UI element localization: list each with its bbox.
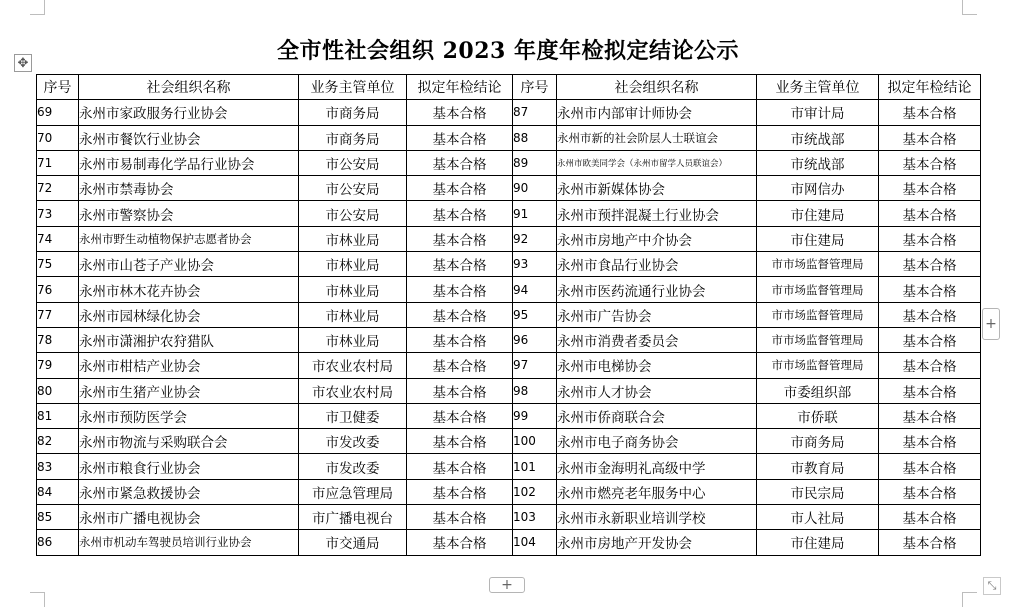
- table-row: [37, 454, 981, 479]
- row-right-no: 91: [513, 201, 557, 226]
- row-right-name: 永州市新媒体协会: [557, 176, 757, 201]
- row-right-name: 永州市食品行业协会: [557, 252, 757, 277]
- header-left-result: 拟定年检结论: [407, 75, 513, 100]
- table-row: [37, 176, 981, 201]
- row-right-name: 永州市燃亮老年服务中心: [557, 479, 757, 504]
- row-right-dept: 市住建局: [757, 226, 879, 251]
- row-left-dept: 市林业局: [299, 226, 407, 251]
- row-right-name: 永州市新的社会阶层人士联谊会: [557, 125, 757, 150]
- row-right-result: 基本合格: [879, 125, 981, 150]
- row-right-dept: 市市场监督管理局: [757, 353, 879, 378]
- table-row: [37, 252, 981, 277]
- row-left-no: 81: [37, 403, 79, 428]
- row-right-name: 永州市侨商联合会: [557, 403, 757, 428]
- row-right-name: 永州市内部审计师协会: [557, 100, 757, 125]
- row-left-dept: 市林业局: [299, 327, 407, 352]
- row-left-result: 基本合格: [407, 479, 513, 504]
- document-title: 全市性社会组织 2023 年度年检拟定结论公示: [276, 38, 740, 64]
- row-right-dept: 市统战部: [757, 150, 879, 175]
- crop-mark-top-right: [962, 0, 977, 15]
- row-right-name: 永州市广告协会: [557, 302, 757, 327]
- row-right-result: 基本合格: [879, 530, 981, 555]
- header-left-name: 社会组织名称: [79, 75, 299, 100]
- row-right-no: 97: [513, 353, 557, 378]
- row-left-dept: 市商务局: [299, 100, 407, 125]
- row-left-name: 永州市山苍子产业协会: [79, 252, 299, 277]
- table-row: [37, 327, 981, 352]
- table-body: [37, 100, 981, 555]
- add-row-button[interactable]: +: [489, 577, 525, 593]
- row-left-name: 永州市广播电视协会: [79, 505, 299, 530]
- row-right-result: 基本合格: [879, 479, 981, 504]
- row-right-dept: 市网信办: [757, 176, 879, 201]
- row-right-name: 永州市电子商务协会: [557, 429, 757, 454]
- add-column-button[interactable]: +: [982, 308, 1000, 340]
- row-left-result: 基本合格: [407, 530, 513, 555]
- header-right-dept: 业务主管单位: [757, 75, 879, 100]
- row-right-dept: 市民宗局: [757, 479, 879, 504]
- row-right-dept: 市人社局: [757, 505, 879, 530]
- row-right-name: 永州市人才协会: [557, 378, 757, 403]
- row-left-dept: 市卫健委: [299, 403, 407, 428]
- row-right-name: 永州市预拌混凝土行业协会: [557, 201, 757, 226]
- row-right-result: 基本合格: [879, 302, 981, 327]
- row-right-result: 基本合格: [879, 454, 981, 479]
- row-right-dept: 市住建局: [757, 201, 879, 226]
- row-right-result: 基本合格: [879, 353, 981, 378]
- row-right-no: 103: [513, 505, 557, 530]
- row-left-result: 基本合格: [407, 378, 513, 403]
- row-left-dept: 市农业农村局: [299, 353, 407, 378]
- row-left-dept: 市应急管理局: [299, 479, 407, 504]
- row-right-dept: 市市场监督管理局: [757, 277, 879, 302]
- row-right-name: 永州市房地产中介协会: [557, 226, 757, 251]
- row-left-no: 83: [37, 454, 79, 479]
- row-left-dept: 市农业农村局: [299, 378, 407, 403]
- row-right-dept: 市市场监督管理局: [757, 252, 879, 277]
- row-right-dept: 市教育局: [757, 454, 879, 479]
- row-left-result: 基本合格: [407, 429, 513, 454]
- row-left-result: 基本合格: [407, 100, 513, 125]
- row-left-name: 永州市林木花卉协会: [79, 277, 299, 302]
- row-right-name: 永州市消费者委员会: [557, 327, 757, 352]
- table-row: [37, 125, 981, 150]
- row-right-no: 96: [513, 327, 557, 352]
- row-left-result: 基本合格: [407, 277, 513, 302]
- row-right-result: 基本合格: [879, 100, 981, 125]
- row-right-result: 基本合格: [879, 201, 981, 226]
- row-right-no: 99: [513, 403, 557, 428]
- row-left-no: 79: [37, 353, 79, 378]
- row-right-dept: 市审计局: [757, 100, 879, 125]
- row-right-no: 100: [513, 429, 557, 454]
- row-right-no: 98: [513, 378, 557, 403]
- header-left-dept: 业务主管单位: [299, 75, 407, 100]
- row-left-result: 基本合格: [407, 353, 513, 378]
- row-right-result: 基本合格: [879, 403, 981, 428]
- table-row: [37, 201, 981, 226]
- row-right-dept: 市侨联: [757, 403, 879, 428]
- row-left-dept: 市林业局: [299, 277, 407, 302]
- row-right-name: 永州市房地产开发协会: [557, 530, 757, 555]
- crop-mark-bottom-left: [30, 592, 45, 607]
- row-left-result: 基本合格: [407, 302, 513, 327]
- row-left-name: 永州市野生动植物保护志愿者协会: [79, 226, 299, 251]
- table-row: [37, 277, 981, 302]
- row-left-name: 永州市警察协会: [79, 201, 299, 226]
- row-left-dept: 市发改委: [299, 429, 407, 454]
- row-right-no: 89: [513, 150, 557, 175]
- row-right-no: 88: [513, 125, 557, 150]
- row-right-no: 93: [513, 252, 557, 277]
- row-right-dept: 市市场监督管理局: [757, 327, 879, 352]
- row-left-result: 基本合格: [407, 125, 513, 150]
- row-right-result: 基本合格: [879, 252, 981, 277]
- row-right-name: 永州市金海明礼高级中学: [557, 454, 757, 479]
- row-right-no: 104: [513, 530, 557, 555]
- row-right-no: 95: [513, 302, 557, 327]
- row-left-no: 70: [37, 125, 79, 150]
- row-left-name: 永州市园林绿化协会: [79, 302, 299, 327]
- table-row: [37, 403, 981, 428]
- row-left-result: 基本合格: [407, 505, 513, 530]
- row-right-no: 92: [513, 226, 557, 251]
- row-left-result: 基本合格: [407, 226, 513, 251]
- row-left-name: 永州市易制毒化学品行业协会: [79, 150, 299, 175]
- row-left-name: 永州市禁毒协会: [79, 176, 299, 201]
- row-right-result: 基本合格: [879, 505, 981, 530]
- row-left-dept: 市广播电视台: [299, 505, 407, 530]
- row-left-no: 73: [37, 201, 79, 226]
- row-right-dept: 市住建局: [757, 530, 879, 555]
- row-left-dept: 市发改委: [299, 454, 407, 479]
- row-left-no: 82: [37, 429, 79, 454]
- table-resize-handle-icon[interactable]: ⤡: [983, 577, 1001, 595]
- table-move-handle-icon[interactable]: ✥: [14, 54, 32, 72]
- row-right-no: 101: [513, 454, 557, 479]
- row-left-no: 80: [37, 378, 79, 403]
- row-left-name: 永州市粮食行业协会: [79, 454, 299, 479]
- table-row: [37, 429, 981, 454]
- row-left-name: 永州市柑桔产业协会: [79, 353, 299, 378]
- row-right-dept: 市市场监督管理局: [757, 302, 879, 327]
- row-left-result: 基本合格: [407, 176, 513, 201]
- row-left-no: 71: [37, 150, 79, 175]
- row-right-result: 基本合格: [879, 327, 981, 352]
- header-right-result: 拟定年检结论: [879, 75, 981, 100]
- table-row: [37, 378, 981, 403]
- row-right-name: 永州市欧美同学会（永州市留学人员联谊会）: [557, 150, 757, 175]
- table-row: [37, 302, 981, 327]
- row-left-no: 78: [37, 327, 79, 352]
- row-right-no: 87: [513, 100, 557, 125]
- table-row: [37, 505, 981, 530]
- row-left-name: 永州市机动车驾驶员培训行业协会: [79, 530, 299, 555]
- row-left-no: 69: [37, 100, 79, 125]
- row-left-name: 永州市紧急救援协会: [79, 479, 299, 504]
- crop-mark-top-left: [30, 0, 45, 15]
- row-left-no: 76: [37, 277, 79, 302]
- row-right-name: 永州市永新职业培训学校: [557, 505, 757, 530]
- row-right-result: 基本合格: [879, 378, 981, 403]
- row-right-dept: 市商务局: [757, 429, 879, 454]
- table-row: [37, 353, 981, 378]
- header-left-no: 序号: [37, 75, 79, 100]
- row-left-name: 永州市物流与采购联合会: [79, 429, 299, 454]
- row-left-result: 基本合格: [407, 252, 513, 277]
- row-left-result: 基本合格: [407, 454, 513, 479]
- table-row: [37, 479, 981, 504]
- row-left-result: 基本合格: [407, 327, 513, 352]
- row-left-name: 永州市潇湘护农狩猎队: [79, 327, 299, 352]
- row-left-dept: 市林业局: [299, 302, 407, 327]
- row-right-no: 102: [513, 479, 557, 504]
- row-right-result: 基本合格: [879, 226, 981, 251]
- row-right-result: 基本合格: [879, 150, 981, 175]
- row-left-name: 永州市生猪产业协会: [79, 378, 299, 403]
- row-right-dept: 市统战部: [757, 125, 879, 150]
- row-left-no: 75: [37, 252, 79, 277]
- row-left-no: 72: [37, 176, 79, 201]
- row-right-no: 94: [513, 277, 557, 302]
- row-right-result: 基本合格: [879, 277, 981, 302]
- header-right-no: 序号: [513, 75, 557, 100]
- row-left-no: 77: [37, 302, 79, 327]
- row-left-name: 永州市餐饮行业协会: [79, 125, 299, 150]
- row-right-result: 基本合格: [879, 429, 981, 454]
- row-right-name: 永州市医药流通行业协会: [557, 277, 757, 302]
- table-row: [37, 530, 981, 555]
- row-left-no: 74: [37, 226, 79, 251]
- row-right-no: 90: [513, 176, 557, 201]
- row-left-dept: 市公安局: [299, 201, 407, 226]
- row-left-no: 85: [37, 505, 79, 530]
- inspection-table: [36, 74, 981, 556]
- table-row: [37, 100, 981, 125]
- row-left-dept: 市公安局: [299, 176, 407, 201]
- row-left-name: 永州市预防医学会: [79, 403, 299, 428]
- row-left-dept: 市林业局: [299, 252, 407, 277]
- crop-mark-bottom-right: [962, 592, 977, 607]
- row-left-no: 84: [37, 479, 79, 504]
- row-right-dept: 市委组织部: [757, 378, 879, 403]
- row-left-no: 86: [37, 530, 79, 555]
- row-left-dept: 市商务局: [299, 125, 407, 150]
- row-left-result: 基本合格: [407, 201, 513, 226]
- row-left-result: 基本合格: [407, 403, 513, 428]
- table-row: [37, 226, 981, 251]
- header-right-name: 社会组织名称: [557, 75, 757, 100]
- row-left-dept: 市交通局: [299, 530, 407, 555]
- row-right-result: 基本合格: [879, 176, 981, 201]
- row-left-dept: 市公安局: [299, 150, 407, 175]
- row-left-name: 永州市家政服务行业协会: [79, 100, 299, 125]
- table-row: [37, 150, 981, 175]
- table-header-row: [37, 75, 981, 100]
- row-right-name: 永州市电梯协会: [557, 353, 757, 378]
- row-left-result: 基本合格: [407, 150, 513, 175]
